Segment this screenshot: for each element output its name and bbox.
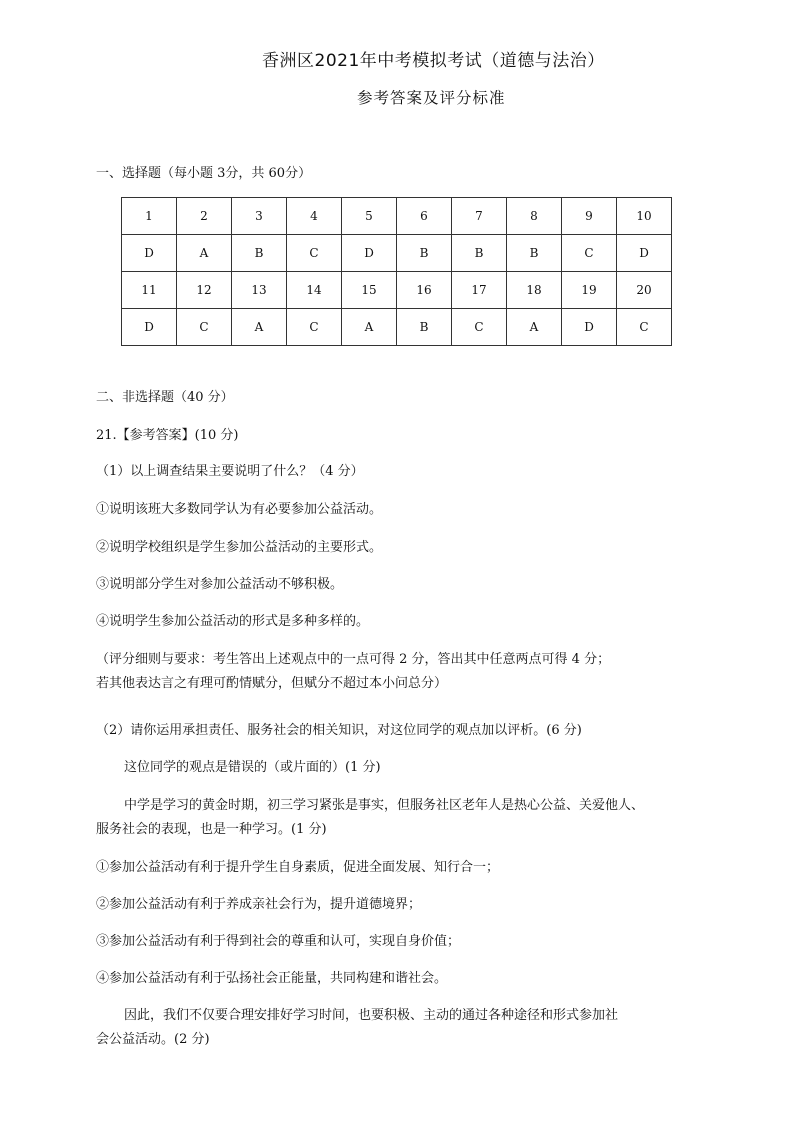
conclusion-line1: 因此，我们不仅要合理安排好学习时间，也要积极、主动的通过各种途径和形式参加社 — [124, 1008, 619, 1023]
answer-letter-cell: B — [397, 235, 452, 272]
part2-paragraph-line2: 服务社会的表现，也是一种学习。(1 分) — [96, 822, 327, 837]
part1-answer-2: ②说明学校组织是学生参加公益活动的主要形式。 — [96, 540, 383, 555]
answer-table-row — [122, 235, 672, 272]
part1-answer-1: ①说明该班大多数同学认为有必要参加公益活动。 — [96, 502, 383, 517]
answer-letter-cell: A — [232, 309, 287, 346]
scoring-note-line2: 若其他表达言之有理可酌情赋分，但赋分不超过本小问总分） — [96, 676, 448, 691]
part2-point-4: ④参加公益活动有利于弘扬社会正能量，共同构建和谐社会。 — [96, 971, 448, 986]
answer-letter-cell: B — [507, 235, 562, 272]
answer-letter-cell: C — [452, 309, 507, 346]
answer-letter-cell: C — [562, 235, 617, 272]
answer-letter-cell: C — [617, 309, 672, 346]
scoring-note-line1: （评分细则与要求：考生答出上述观点中的一点可得 2 分，答出其中任意两点可得 4 分； — [96, 652, 611, 667]
answer-table — [121, 197, 672, 346]
question-number-cell: 18 — [507, 272, 562, 309]
question-number-cell: 13 — [232, 272, 287, 309]
question-number-cell: 8 — [507, 198, 562, 235]
part2-paragraph-line1: 中学是学习的黄金时期，初三学习紧张是事实，但服务社区老年人是热心公益、关爱他人、 — [124, 798, 645, 813]
answer-table-row — [122, 309, 672, 346]
section1-heading: 一、选择题（每小题 3分，共 60分） — [96, 166, 312, 181]
part1-answer-3: ③说明部分学生对参加公益活动不够积极。 — [96, 577, 344, 592]
question-number-cell: 12 — [177, 272, 232, 309]
question-number-cell: 5 — [342, 198, 397, 235]
question-number-cell: 10 — [617, 198, 672, 235]
q21-part1-question: （1）以上调查结果主要说明了什么？（4 分） — [96, 464, 364, 479]
part2-point-1: ①参加公益活动有利于提升学生自身素质，促进全面发展、知行合一； — [96, 860, 500, 875]
question-number-cell: 16 — [397, 272, 452, 309]
part1-answer-4: ④说明学生参加公益活动的形式是多种多样的。 — [96, 614, 370, 629]
question-number-cell: 20 — [617, 272, 672, 309]
q21-part2-question: （2）请你运用承担责任、服务社会的相关知识，对这位同学的观点加以评析。(6 分) — [96, 723, 582, 738]
answer-letter-cell: D — [562, 309, 617, 346]
answer-letter-cell: B — [397, 309, 452, 346]
answer-letter-cell: B — [232, 235, 287, 272]
question-number-cell: 15 — [342, 272, 397, 309]
question-number-cell: 14 — [287, 272, 342, 309]
answer-letter-cell: B — [452, 235, 507, 272]
question-number-cell: 11 — [122, 272, 177, 309]
answer-letter-cell: D — [122, 309, 177, 346]
question-number-cell: 7 — [452, 198, 507, 235]
question-number-cell: 9 — [562, 198, 617, 235]
answer-letter-cell: C — [177, 309, 232, 346]
answer-table-row — [122, 272, 672, 309]
question-number-cell: 2 — [177, 198, 232, 235]
answer-letter-cell: C — [287, 309, 342, 346]
section2-heading: 二、非选择题（40 分） — [96, 390, 234, 405]
part2-judgement: 这位同学的观点是错误的（或片面的）(1 分) — [124, 760, 381, 775]
answer-letter-cell: A — [177, 235, 232, 272]
question-number-cell: 3 — [232, 198, 287, 235]
answer-table-row — [122, 198, 672, 235]
part2-point-2: ②参加公益活动有利于养成亲社会行为，提升道德境界； — [96, 897, 422, 912]
answer-letter-cell: D — [617, 235, 672, 272]
question-number-cell: 4 — [287, 198, 342, 235]
exam-subtitle: 参考答案及评分标准 — [357, 89, 506, 107]
part2-point-3: ③参加公益活动有利于得到社会的尊重和认可，实现自身价值； — [96, 934, 461, 949]
question-number-cell: 17 — [452, 272, 507, 309]
q21-label: 21.【参考答案】(10 分) — [96, 428, 239, 443]
question-number-cell: 19 — [562, 272, 617, 309]
exam-title: 香洲区2021年中考模拟考试（道德与法治） — [262, 51, 605, 71]
answer-letter-cell: A — [342, 309, 397, 346]
answer-letter-cell: A — [507, 309, 562, 346]
question-number-cell: 6 — [397, 198, 452, 235]
question-number-cell: 1 — [122, 198, 177, 235]
answer-letter-cell: D — [342, 235, 397, 272]
answer-letter-cell: D — [122, 235, 177, 272]
conclusion-line2: 会公益活动。(2 分) — [96, 1032, 210, 1047]
answer-letter-cell: C — [287, 235, 342, 272]
